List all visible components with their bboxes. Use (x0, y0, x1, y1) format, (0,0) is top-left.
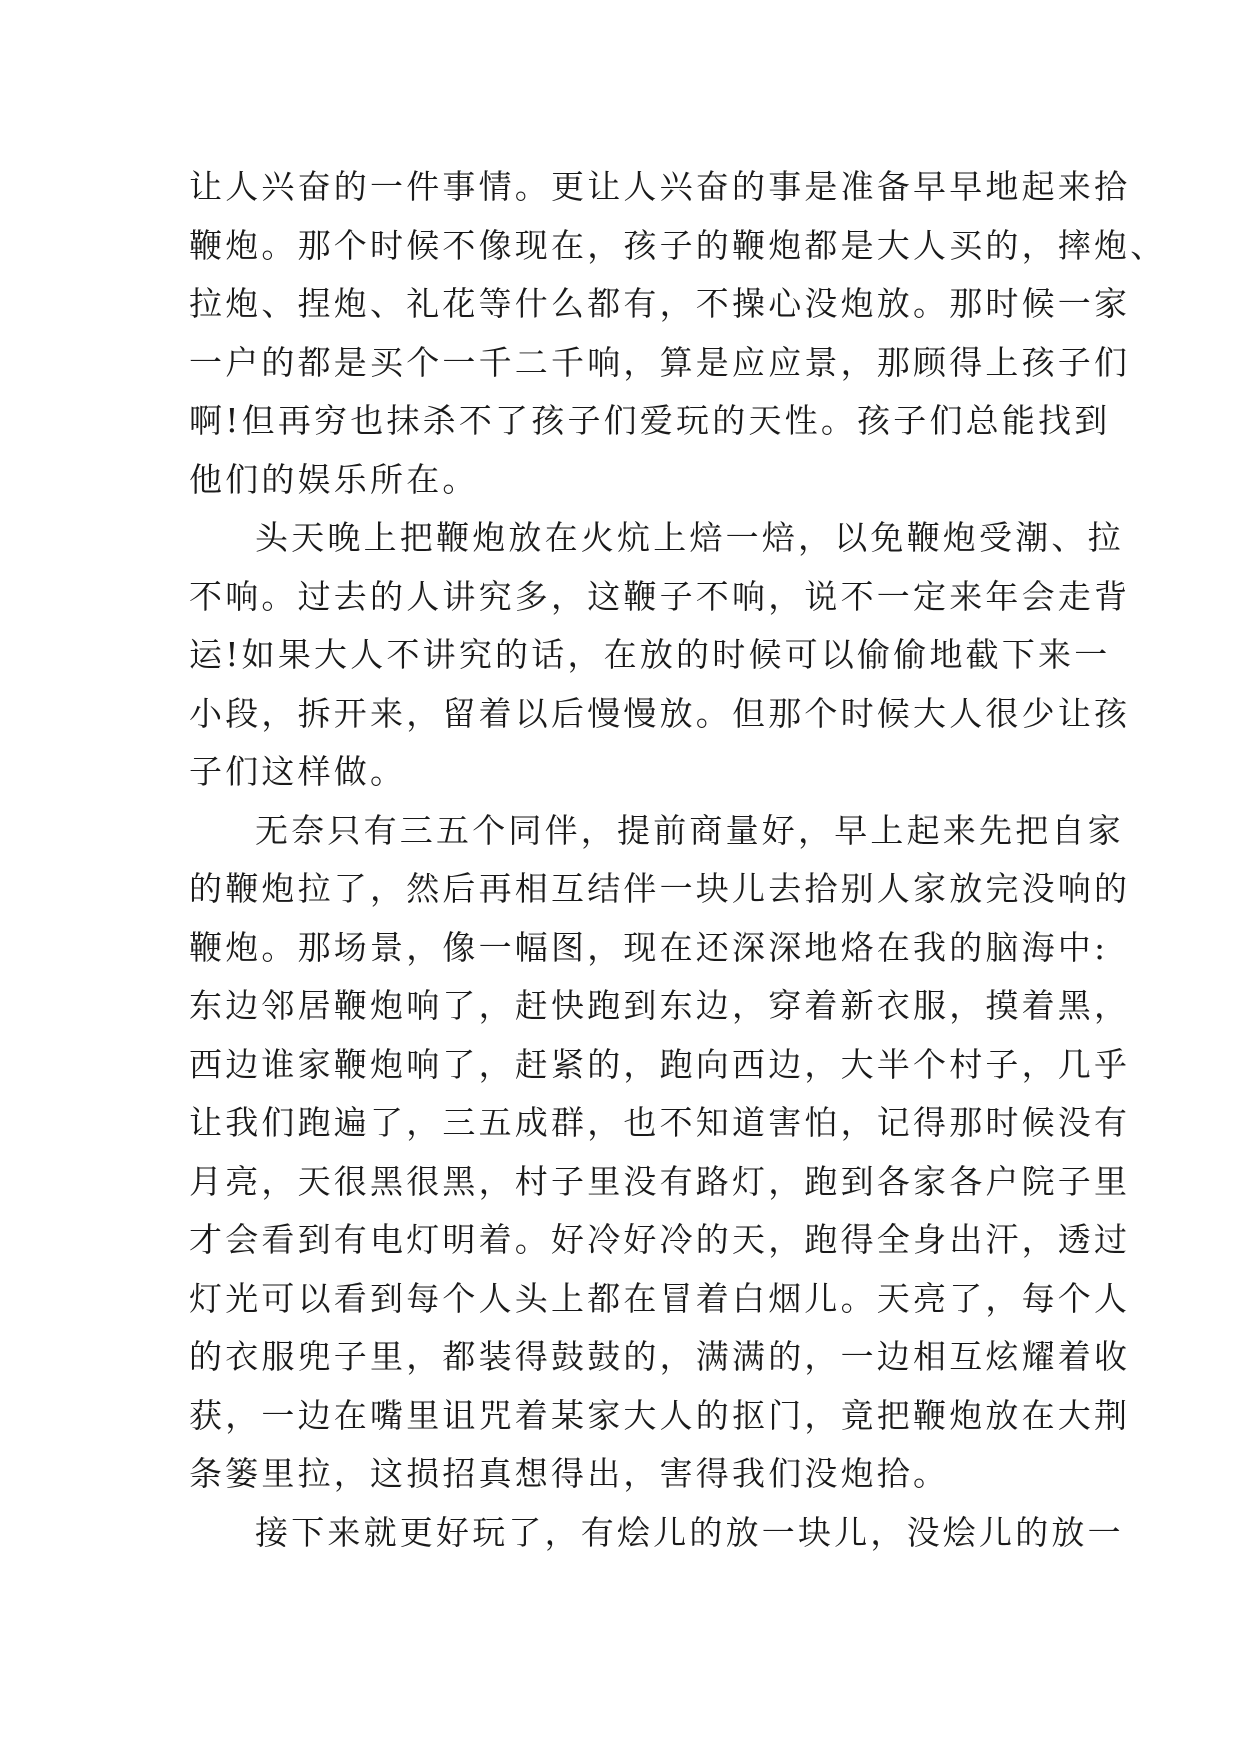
text-line: 拉炮、捏炮、礼花等什么都有，不操心没炮放。那时候一家 (189, 284, 1131, 323)
text-line: 运!如果大人不讲究的话，在放的时候可以偷偷地截下来一 (189, 635, 1111, 674)
text-line: 鞭炮。那场景，像一幅图，现在还深深地烙在我的脑海中: (189, 927, 1109, 967)
paragraph-first-line: 头天晚上把鞭炮放在火炕上焙一焙，以免鞭炮受潮、拉 (255, 518, 1124, 557)
text-line: 获，一边在嘴里诅咒着某家大人的抠门，竟把鞭炮放在大荆 (189, 1395, 1131, 1435)
paragraph-first-line: 接下来就更好玩了，有烩儿的放一块儿，没烩儿的放一 (255, 1512, 1124, 1552)
text-line: 不响。过去的人讲究多，这鞭子不响，说不一定来年会走背 (189, 576, 1131, 616)
text-line: 才会看到有电灯明着。好冷好冷的天，跑得全身出汗，透过 (189, 1220, 1131, 1259)
text-line: 鞭炮。那个时候不像现在，孩子的鞭炮都是大人买的，摔炮、 (189, 225, 1167, 265)
text-line: 让人兴奋的一件事情。更让人兴奋的事是准备早早地起来拾 (189, 167, 1131, 206)
text-line: 一户的都是买个一千二千响，算是应应景，那顾得上孩子们 (189, 342, 1131, 382)
text-line: 灯光可以看到每个人头上都在冒着白烟儿。天亮了，每个人 (189, 1278, 1131, 1318)
text-line: 的鞭炮拉了，然后再相互结伴一块儿去拾别人家放完没响的 (189, 869, 1131, 908)
text-line: 他们的娱乐所在。 (189, 459, 479, 499)
text-line: 的衣服兜子里，都装得鼓鼓的，满满的，一边相互炫耀着收 (189, 1337, 1131, 1376)
text-line: 让我们跑遍了，三五成群，也不知道害怕，记得那时候没有 (189, 1103, 1131, 1142)
text-line: 小段，拆开来，留着以后慢慢放。但那个时候大人很少让孩 (189, 693, 1131, 733)
document-text (189, 158, 1167, 1562)
text-line: 啊!但再穷也抹杀不了孩子们爱玩的天性。孩子们总能找到 (189, 401, 1111, 440)
text-line: 子们这样做。 (189, 752, 407, 791)
text-line: 东边邻居鞭炮响了，赶快跑到东边，穿着新衣服，摸着黑， (189, 986, 1131, 1025)
paragraph-first-line: 无奈只有三五个同伴，提前商量好，早上起来先把自家 (255, 810, 1124, 850)
text-line: 西边谁家鞭炮响了，赶紧的，跑向西边，大半个村子，几乎 (189, 1044, 1131, 1084)
text-line: 条篓里拉，这损招真想得出，害得我们没炮拾。 (189, 1454, 950, 1493)
text-line: 月亮，天很黑很黑，村子里没有路灯，跑到各家各户院子里 (189, 1161, 1131, 1201)
